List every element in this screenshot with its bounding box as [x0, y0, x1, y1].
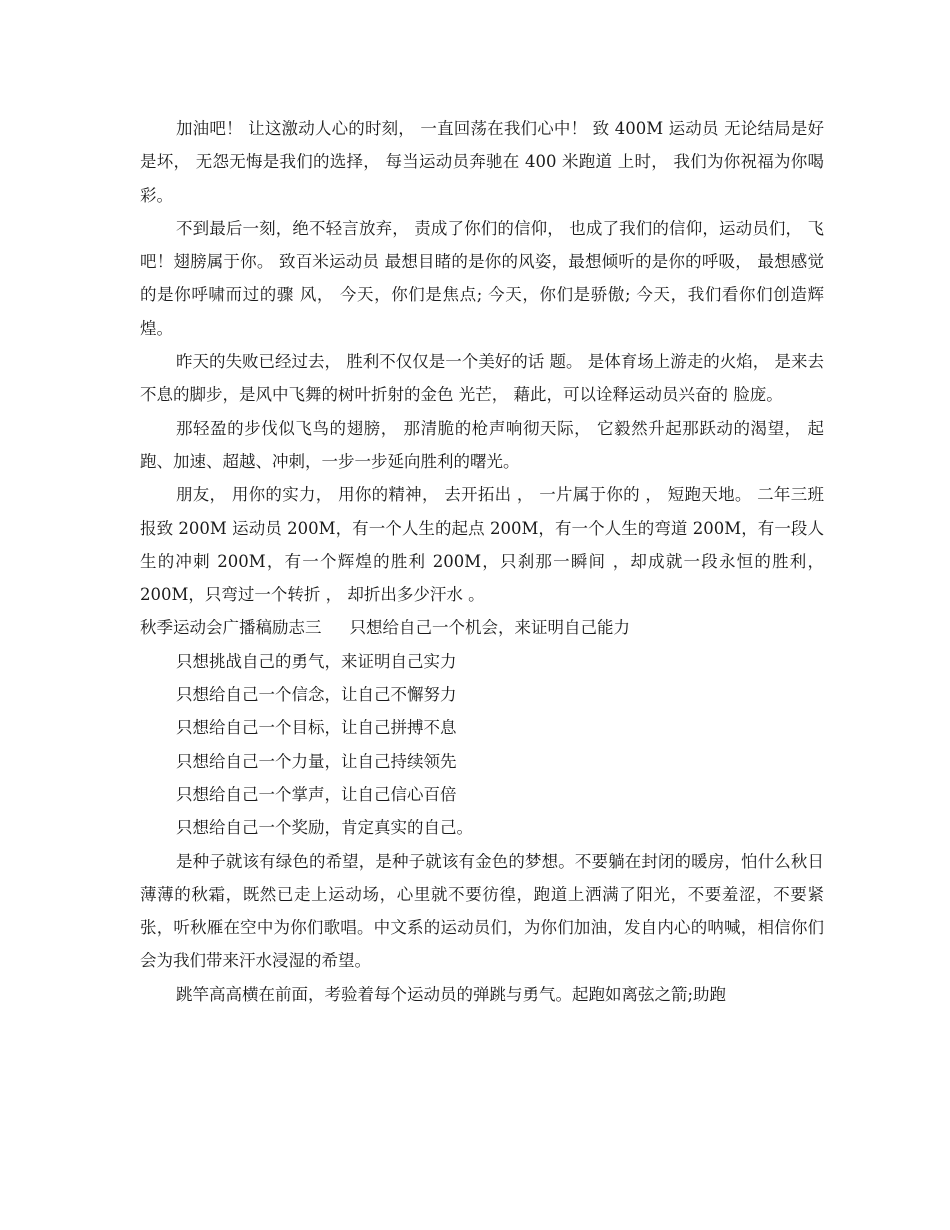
paragraph-100m: 不到最后一刻，绝不轻言放弃， 责成了你们的信仰， 也成了我们的信仰，运动员们， 飞吧！翅膀属于你。 致百米运动员 最想目睹的是你的风姿，最想倾听的是你的呼吸， 最想感觉的是你呼啸而过的骤 风， 今天，你们是焦点; 今天，你们是骄傲; 今天，我们看你们创造辉煌。 [140, 218, 824, 338]
verse-line: 只想给自己一个掌声，让自己信心百倍 [176, 784, 457, 804]
verse-line: 只想给自己一个力量，让自己持续领先 [176, 751, 457, 771]
paragraph-light-steps: 那轻盈的步伐似飞鸟的翅膀， 那清脆的枪声响彻天际， 它毅然升起那跃动的渴望， 起跑、加速、超越、冲刺，一步一步延向胜利的曙光。 [140, 418, 824, 471]
document-page [140, 112, 824, 1011]
section-heading-line [140, 611, 824, 644]
section-title: 秋季运动会广播稿励志三 [140, 618, 322, 638]
verse-line: 只想挑战自己的勇气，来证明自己实力 [176, 651, 457, 671]
paragraph-seed: 是种子就该有绿色的希望，是种子就该有金色的梦想。不要躺在封闭的暖房，怕什么秋日薄薄的秋霜，既然已走上运动场，心里就不要彷徨，跑道上洒满了阳光，不要羞涩，不要紧张，听秋雁在空中为你们歌唱。中文系的运动员们，为你们加油，发自内心的呐喊，相信你们会为我们带来汗水浸湿的希望。 [140, 851, 824, 971]
paragraph-400m: 加油吧！ 让这激动人心的时刻， 一直回荡在我们心中！ 致 400M 运动员 无论结局是好是坏， 无怨无悔是我们的选择， 每当运动员奔驰在 400 米跑道 上时， 我们为你祝福为你喝彩。 [140, 119, 824, 205]
verse-line: 只想给自己一个奖励，肯定真实的自己。 [176, 818, 473, 838]
verse-line: 只想给自己一个信念，让自己不懈努力 [176, 685, 457, 705]
verse-line: 只想给自己一个目标，让自己拼搏不息 [176, 718, 457, 738]
paragraph-200m: 朋友， 用你的实力， 用你的精神， 去开拓出 ， 一片属于你的 ， 短跑天地。 二年三班报致 200M 运动员 200M，有一个人生的起点 200M，有一个人生的弯道 200M，有一段人生的冲刺 200M，有一个辉煌的胜利 200M，只刹那一瞬间 ，却成就一段永恒的胜利， 200M，只弯过一个转折 ， 却折出多少汗水 。 [140, 485, 824, 605]
section-first-line: 只想给自己一个机会，来证明自己能力 [349, 618, 630, 638]
paragraph-yesterday: 昨天的失败已经过去， 胜利不仅仅是一个美好的话 题。 是体育场上游走的火焰， 是来去不息的脚步，是风中飞舞的树叶折射的金色 光芒， 藉此，可以诠释运动员兴奋的 脸庞。 [140, 352, 824, 405]
paragraph-high-jump: 跳竿高高横在前面，考验着每个运动员的弹跳与勇气。起跑如离弦之箭;助跑 [176, 984, 727, 1004]
